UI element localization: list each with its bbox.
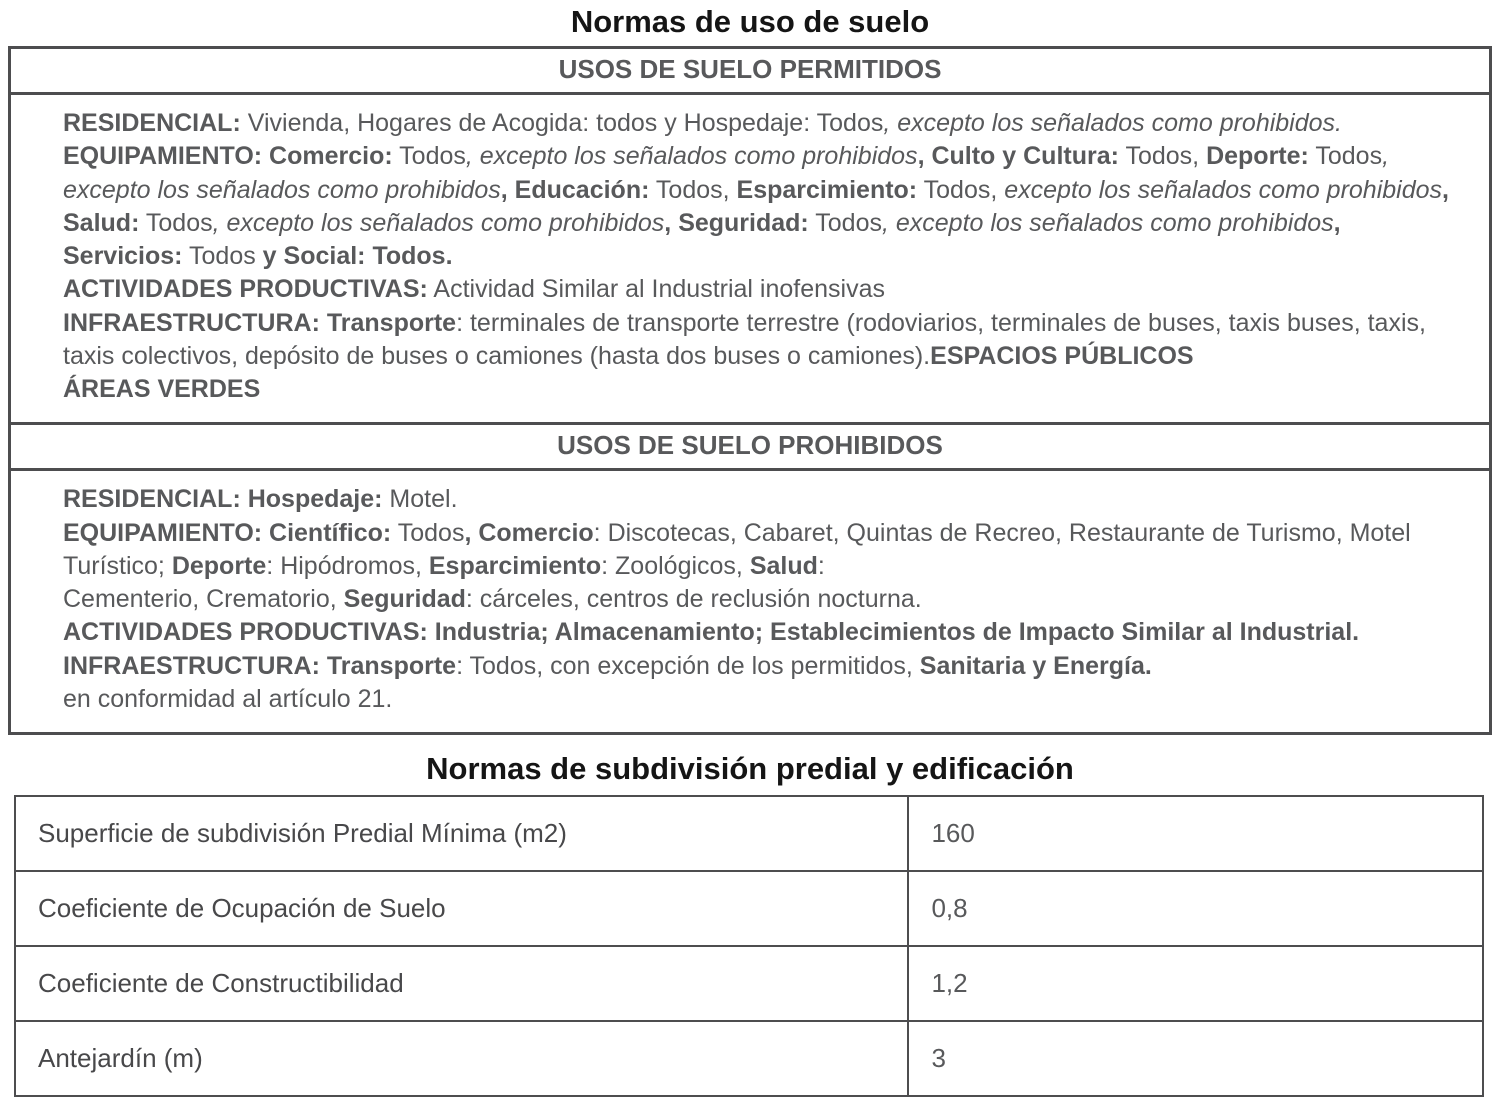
row-value: 0,8: [908, 871, 1483, 946]
paragraph: [63, 483, 1457, 516]
table-row-antejardin: [15, 1021, 1483, 1096]
text-segment: ACTIVIDADES PRODUCTIVAS: Industria; Almacenamiento; Establecimientos de Impacto Similar al Industrial.: [63, 618, 1360, 647]
text-segment: en conformidad al artículo 21.: [63, 684, 393, 713]
text-segment: , Comercio: [464, 518, 594, 547]
text-segment: Todos: [182, 242, 263, 270]
text-segment: , Educación:: [500, 175, 650, 204]
paragraph: [63, 650, 1457, 683]
text-segment: : Zoológicos,: [601, 551, 750, 580]
row-label: Coeficiente de Ocupación de Suelo: [15, 871, 908, 946]
text-segment: Todos: [1308, 142, 1383, 171]
text-segment: Vivienda, Hogares de Acogida: todos y Hospedaje: Todos: [240, 109, 884, 137]
text-segment: Cementerio, Crematorio,: [63, 585, 344, 613]
text-segment: , excepto los señalados como prohibidos: [63, 142, 1390, 204]
text-segment: Todos,: [917, 175, 1005, 204]
table-row-superficie: [15, 796, 1483, 871]
text-segment: :: [817, 551, 825, 580]
text-segment: Todos: [139, 208, 213, 237]
usos-prohibidos-body: [11, 471, 1489, 732]
text-segment: Actividad Similar al Industrial inofensivas: [427, 275, 885, 304]
text-segment: Motel.: [382, 485, 458, 514]
text-segment: Todos,: [1118, 142, 1207, 171]
paragraph: [63, 140, 1457, 273]
text-segment: Esparcimiento: [428, 551, 602, 580]
uso-suelo-box: [8, 46, 1492, 735]
text-segment: Salud: [749, 551, 818, 580]
text-segment: RESIDENCIAL:: [63, 109, 241, 137]
text-segment: como prohibidos.: [1151, 109, 1342, 137]
text-segment: , excepto los señalados como prohibidos: [465, 142, 918, 171]
text-segment: , Culto y Cultura:: [917, 142, 1119, 171]
paragraph: [63, 107, 1457, 140]
text-segment: Todos: [392, 142, 466, 171]
row-value: 3: [908, 1021, 1483, 1096]
text-segment: Todos: [391, 518, 465, 547]
text-segment: Deporte: [171, 551, 267, 580]
text-segment: , Servicios:: [63, 208, 1341, 270]
text-segment: INFRAESTRUCTURA: Transporte: [63, 651, 457, 680]
row-label: Antejardín (m): [15, 1021, 908, 1096]
text-segment: : Todos, con excepción de los permitidos,: [456, 651, 920, 680]
text-segment: , Seguridad:: [664, 208, 809, 237]
text-segment: Todos,: [649, 175, 737, 204]
paragraph: [63, 273, 1457, 306]
text-segment: EQUIPAMIENTO: Comercio:: [63, 142, 393, 171]
row-value: 1,2: [908, 946, 1483, 1021]
text-segment: Sanitaria y Energía.: [919, 651, 1152, 680]
page-title-subdivision: Normas de subdivisión predial y edificación: [426, 751, 1074, 786]
text-segment: Todos.: [365, 242, 453, 270]
text-segment: : Discotecas, Cabaret, Quintas de Recreo, Restaurante de Turismo, Motel Turístico;: [63, 518, 1411, 580]
text-segment: ÁREAS VERDES: [63, 375, 261, 403]
text-segment: ACTIVIDADES PRODUCTIVAS:: [63, 275, 428, 304]
paragraph: [63, 616, 1457, 649]
text-segment: : terminales de transporte terrestre (rodoviarios, terminales de buses, taxis buses, taxis, taxis colectivos, depósito de buses o camiones (hasta dos buses o camiones).: [63, 308, 1426, 370]
text-segment: Esparcimiento:: [736, 175, 918, 204]
paragraph: [63, 373, 1457, 406]
text-segment: : cárceles, centros de reclusión nocturna.: [465, 585, 922, 613]
text-segment: Todos: [808, 208, 882, 237]
text-segment: EQUIPAMIENTO: Científico:: [63, 518, 392, 547]
text-segment: , excepto los señalados como prohibidos: [212, 208, 665, 237]
subdivision-table: [14, 795, 1484, 1097]
text-segment: , excepto los señalados: [883, 109, 1145, 137]
text-segment: INFRAESTRUCTURA: Transporte: [63, 308, 457, 337]
text-segment: [1145, 109, 1152, 137]
text-segment: , Salud:: [63, 175, 1449, 237]
text-segment: : Hipódromos,: [266, 551, 429, 580]
text-segment: Seguridad: [343, 585, 466, 613]
header-usos-prohibidos: USOS DE SUELO PROHIBIDOS: [11, 422, 1489, 471]
row-label: Coeficiente de Constructibilidad: [15, 946, 908, 1021]
row-label: Superficie de subdivisión Predial Mínima (m2): [15, 796, 908, 871]
row-value: 160: [908, 796, 1483, 871]
paragraph: [63, 307, 1457, 374]
paragraph: [63, 683, 1457, 716]
usos-permitidos-body: [11, 95, 1489, 422]
paragraph: [63, 583, 1457, 616]
text-segment: y Social:: [262, 242, 366, 270]
header-usos-permitidos: USOS DE SUELO PERMITIDOS: [11, 49, 1489, 95]
paragraph: [63, 517, 1457, 584]
text-segment: ESPACIOS PÚBLICOS: [930, 341, 1194, 370]
text-segment: RESIDENCIAL: Hospedaje:: [63, 485, 383, 514]
table-row-ocupacion: [15, 871, 1483, 946]
text-segment: , excepto los señalados como prohibidos: [881, 208, 1334, 237]
text-segment: Deporte:: [1206, 142, 1309, 171]
text-segment: excepto los señalados como prohibidos: [1004, 175, 1443, 204]
page-title-uso-suelo: Normas de uso de suelo: [570, 4, 930, 39]
table-row-constructibilidad: [15, 946, 1483, 1021]
